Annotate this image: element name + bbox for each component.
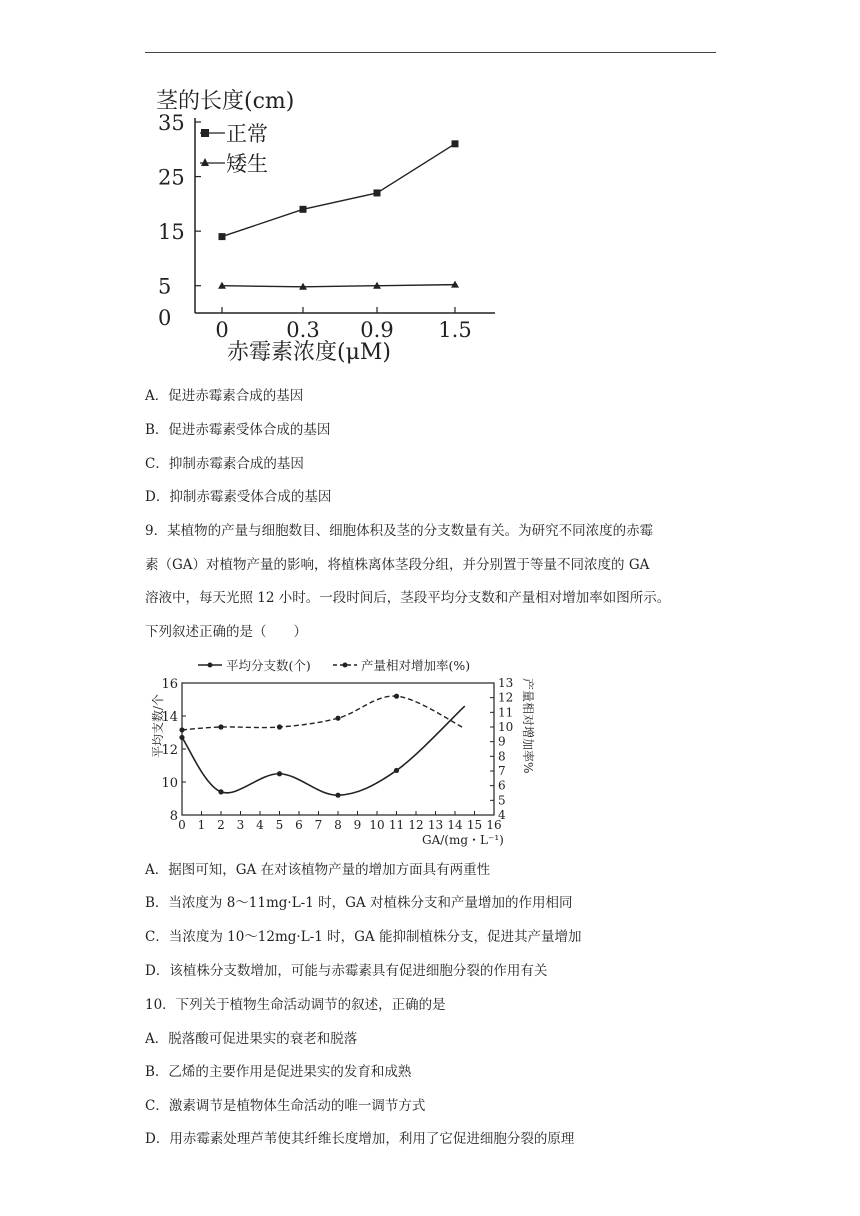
q9-option-d: D．该植株分支数增加，可能与赤霉素具有促进细胞分裂的作用有关 [145, 963, 548, 979]
q10-stem: 10．下列关于植物生命活动调节的叙述，正确的是 [145, 997, 446, 1013]
q9-option-c: C．当浓度为 10～12mg·L-1 时，GA 能抑制植株分支，促进其产量增加 [145, 929, 582, 945]
chart2-xtick-label: 3 [236, 818, 245, 832]
chart2-xtick-label: 12 [408, 818, 424, 832]
chart1-point-normal [219, 233, 226, 240]
chart2-ylabel-right: 产量相对增加率% [521, 678, 535, 774]
q10-option-d: D．用赤霉素处理芦苇使其纤维长度增加，利用了它促进细胞分裂的原理 [145, 1131, 575, 1147]
chart2-xtick-label: 14 [447, 818, 463, 832]
q9-option-a: A．据图可知，GA 在对该植物产量的增加方面具有两重性 [145, 862, 491, 878]
chart1-ytick-label: 35 [158, 111, 185, 135]
chart1-ylabel: 茎的长度(cm) [156, 89, 295, 114]
q8-option-b: B．促进赤霉素受体合成的基因 [145, 422, 331, 438]
chart2-xtick-label: 16 [486, 818, 502, 832]
q9-option-b: B．当浓度为 8～11mg·L-1 时，GA 对植株分支和产量增加的作用相同 [145, 895, 573, 911]
chart2-yield-point [335, 716, 340, 721]
chart2-legend [198, 658, 470, 673]
chart1-point-normal [300, 206, 307, 213]
chart2-yield-line [182, 696, 465, 730]
chart2-yield-point [218, 724, 223, 729]
chart2-ytick-right: 7 [498, 764, 506, 778]
ga-branch-yield-chart [140, 650, 550, 850]
chart1-ytick-label: 15 [158, 220, 185, 245]
chart2-ytick-right: 10 [498, 720, 514, 734]
chart2-ytick-left: 10 [161, 776, 178, 791]
chart2-ytick-right: 9 [498, 734, 506, 749]
chart1-legend [200, 122, 268, 176]
chart2-ytick-right: 6 [498, 778, 506, 793]
q8-option-a: A．促进赤霉素合成的基因 [145, 388, 304, 404]
chart1-xtick-label: 1.5 [438, 318, 472, 342]
chart2-branches-line [182, 706, 465, 795]
q9-stem-line: 溶液中，每天光照 12 小时。一段时间后，茎段平均分支数和产量相对增加率如图所示。 [145, 590, 671, 606]
chart2-xtick-label: 11 [388, 818, 405, 832]
chart2-xtick-label: 15 [466, 818, 483, 832]
chart2-yield-point [394, 694, 399, 699]
chart2-legend-yield: 产量相对增加率(%) [361, 658, 471, 673]
chart1-xlabel: 赤霉素浓度(μM) [227, 340, 391, 365]
chart2-ytick-right: 8 [498, 749, 506, 764]
chart2-xtick-label: 7 [314, 818, 323, 832]
q9-stem-line: 下列叙述正确的是（ ） [145, 623, 307, 640]
chart2-ytick-right: 4 [498, 808, 506, 822]
q9-stem-line: 9．某植物的产量与细胞数目、细胞体积及茎的分支数量有关。为研究不同浓度的赤霉 [145, 523, 654, 539]
chart2-xtick-label: 9 [353, 818, 362, 832]
chart2-branches-point [179, 735, 184, 740]
stem-length-chart [140, 80, 510, 370]
chart2-ytick-left: 8 [169, 809, 178, 824]
q10-option-a: A．脱落酸可促进果实的衰老和脱落 [145, 1031, 358, 1047]
q9-stem-line: 素（GA）对植物产量的影响，将植株离体茎段分组，并分别置于等量不同浓度的 GA [145, 556, 650, 573]
chart2-yield-point [179, 727, 184, 732]
chart1-xtick-label: 0.9 [360, 318, 394, 342]
chart2-branches-point [335, 793, 340, 798]
chart1-legend-normal: 正常 [226, 122, 268, 146]
chart1-ytick-label: 5 [158, 274, 172, 299]
chart2-xtick-label: 8 [334, 818, 342, 832]
chart1-legend-dwarf: 矮生 [226, 152, 268, 176]
q9-stem [145, 515, 715, 649]
chart2-yield-point [277, 724, 282, 729]
chart2-xtick-label: 2 [217, 818, 225, 832]
chart2-xtick-label: 13 [427, 818, 444, 832]
chart2-ytick-left: 16 [161, 677, 178, 692]
chart2-ytick-left: 14 [161, 710, 178, 725]
chart2-xtick-label: 6 [295, 818, 303, 832]
chart1-series-line [222, 285, 455, 287]
chart2-xlabel: GA/(mg・L⁻¹) [422, 833, 504, 847]
chart2-ytick-right: 11 [498, 705, 514, 720]
chart2-ytick-right: 13 [498, 676, 514, 690]
q8-option-c: C．抑制赤霉素合成的基因 [145, 456, 304, 472]
chart2-xtick-label: 5 [275, 818, 284, 832]
q10-option-c: C．激素调节是植物体生命活动的唯一调节方式 [145, 1098, 426, 1114]
chart1-point-normal [374, 189, 381, 196]
chart1-xtick-label: 0 [215, 318, 229, 342]
chart2-branches-point [218, 789, 223, 794]
q10-option-b: B．乙烯的主要作用是促进果实的发育和成熟 [145, 1064, 412, 1080]
chart2-branches-point [394, 768, 399, 773]
chart2-xtick-label: 0 [178, 818, 186, 832]
chart2-xtick-label: 1 [197, 818, 206, 832]
chart2-xtick-label: 4 [256, 818, 264, 832]
chart2-ytick-right: 12 [498, 690, 514, 705]
chart1-xtick-label: 0.3 [286, 318, 320, 342]
chart2-ytick-right: 5 [498, 793, 506, 808]
q8-option-d: D．抑制赤霉素受体合成的基因 [145, 489, 332, 505]
chart1-point-normal [452, 140, 459, 147]
chart2-branches-point [277, 771, 282, 776]
chart1-ytick-label: 25 [158, 165, 185, 190]
chart2-legend-branches: 平均分支数(个) [226, 658, 311, 673]
chart2-ylabel-left: 平均支数/个 [151, 693, 165, 758]
chart2-ytick-left: 12 [161, 743, 178, 758]
header-rule [145, 52, 716, 53]
chart2-xtick-label: 10 [369, 818, 385, 832]
chart1-ytick-label: 0 [158, 306, 172, 330]
